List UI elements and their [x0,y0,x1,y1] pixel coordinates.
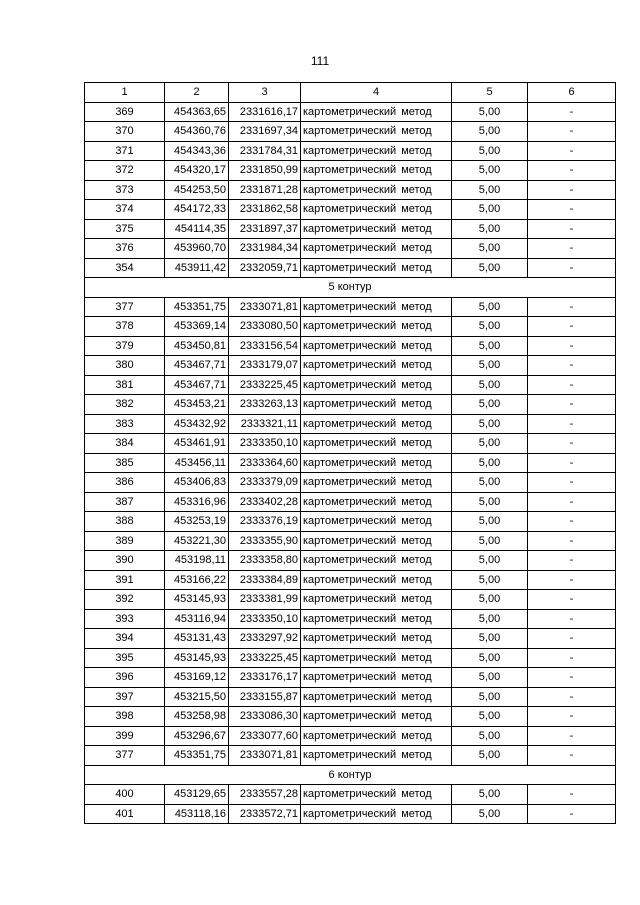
point-number-cell: 389 [85,531,165,551]
method-cell: картометрический метод [301,531,452,551]
x-coordinate-cell: 453118,16 [165,804,229,824]
coordinates-table [84,82,616,824]
accuracy-cell: 5,00 [452,317,528,337]
table-row [85,297,616,317]
point-number-cell: 384 [85,434,165,454]
x-coordinate-cell: 453316,96 [165,492,229,512]
accuracy-cell: 5,00 [452,122,528,142]
accuracy-cell: 5,00 [452,356,528,376]
point-number-cell: 376 [85,239,165,259]
accuracy-cell: 5,00 [452,746,528,766]
y-coordinate-cell: 2333225,45 [229,648,301,668]
accuracy-cell: 5,00 [452,239,528,259]
table-row [85,551,616,571]
y-coordinate-cell: 2333376,19 [229,512,301,532]
x-coordinate-cell: 453258,98 [165,707,229,727]
method-cell: картометрический метод [301,785,452,805]
note-cell: - [528,395,616,415]
y-coordinate-cell: 2333080,50 [229,317,301,337]
point-number-cell: 394 [85,629,165,649]
point-number-cell: 398 [85,707,165,727]
x-coordinate-cell: 453461,91 [165,434,229,454]
point-number-cell: 391 [85,570,165,590]
point-number-cell: 369 [85,102,165,122]
note-cell: - [528,804,616,824]
note-cell: - [528,180,616,200]
y-coordinate-cell: 2333321,11 [229,414,301,434]
method-cell: картометрический метод [301,668,452,688]
method-cell: картометрический метод [301,122,452,142]
table-row [85,785,616,805]
y-coordinate-cell: 2333379,09 [229,473,301,493]
table-row [85,161,616,181]
accuracy-cell: 5,00 [452,434,528,454]
method-cell: картометрический метод [301,239,452,259]
note-cell: - [528,648,616,668]
y-coordinate-cell: 2331784,31 [229,141,301,161]
note-cell: - [528,609,616,629]
method-cell: картометрический метод [301,336,452,356]
method-cell: картометрический метод [301,219,452,239]
table-body [85,102,616,824]
x-coordinate-cell: 453169,12 [165,668,229,688]
x-coordinate-cell: 453960,70 [165,239,229,259]
accuracy-cell: 5,00 [452,219,528,239]
point-number-cell: 377 [85,746,165,766]
point-number-cell: 401 [85,804,165,824]
method-cell: картометрический метод [301,570,452,590]
x-coordinate-cell: 453450,81 [165,336,229,356]
note-cell: - [528,570,616,590]
x-coordinate-cell: 454253,50 [165,180,229,200]
method-cell: картометрический метод [301,492,452,512]
table-row [85,512,616,532]
page-number: 111 [310,54,330,68]
table-row [85,531,616,551]
note-cell: - [528,102,616,122]
table-row [85,473,616,493]
x-coordinate-cell: 454114,35 [165,219,229,239]
y-coordinate-cell: 2331697,34 [229,122,301,142]
y-coordinate-cell: 2333071,81 [229,746,301,766]
x-coordinate-cell: 453166,22 [165,570,229,590]
point-number-cell: 380 [85,356,165,376]
method-cell: картометрический метод [301,707,452,727]
x-coordinate-cell: 453467,71 [165,356,229,376]
table-row [85,219,616,239]
y-coordinate-cell: 2333077,60 [229,726,301,746]
header-cell: 2 [165,83,229,103]
point-number-cell: 354 [85,258,165,278]
x-coordinate-cell: 454363,65 [165,102,229,122]
point-number-cell: 396 [85,668,165,688]
x-coordinate-cell: 454360,76 [165,122,229,142]
note-cell: - [528,746,616,766]
point-number-cell: 383 [85,414,165,434]
note-cell: - [528,200,616,220]
table-row [85,395,616,415]
x-coordinate-cell: 453198,11 [165,551,229,571]
point-number-cell: 382 [85,395,165,415]
header-cell: 4 [301,83,452,103]
y-coordinate-cell: 2333355,90 [229,531,301,551]
x-coordinate-cell: 454172,33 [165,200,229,220]
accuracy-cell: 5,00 [452,590,528,610]
table-row [85,609,616,629]
y-coordinate-cell: 2333263,13 [229,395,301,415]
x-coordinate-cell: 453145,93 [165,590,229,610]
accuracy-cell: 5,00 [452,512,528,532]
note-cell: - [528,414,616,434]
y-coordinate-cell: 2333557,28 [229,785,301,805]
header-cell: 3 [229,83,301,103]
accuracy-cell: 5,00 [452,707,528,727]
x-coordinate-cell: 453351,75 [165,746,229,766]
accuracy-cell: 5,00 [452,414,528,434]
x-coordinate-cell: 453129,65 [165,785,229,805]
note-cell: - [528,531,616,551]
y-coordinate-cell: 2333297,92 [229,629,301,649]
note-cell: - [528,668,616,688]
header-cell: 1 [85,83,165,103]
y-coordinate-cell: 2333358,80 [229,551,301,571]
y-coordinate-cell: 2333225,45 [229,375,301,395]
x-coordinate-cell: 453432,92 [165,414,229,434]
y-coordinate-cell: 2333176,17 [229,668,301,688]
note-cell: - [528,726,616,746]
point-number-cell: 378 [85,317,165,337]
accuracy-cell: 5,00 [452,375,528,395]
point-number-cell: 379 [85,336,165,356]
note-cell: - [528,141,616,161]
y-coordinate-cell: 2333086,30 [229,707,301,727]
note-cell: - [528,375,616,395]
table-row [85,629,616,649]
x-coordinate-cell: 454343,36 [165,141,229,161]
section-title-row [85,765,616,785]
method-cell: картометрический метод [301,395,452,415]
accuracy-cell: 5,00 [452,570,528,590]
point-number-cell: 375 [85,219,165,239]
point-number-cell: 381 [85,375,165,395]
table-row [85,570,616,590]
accuracy-cell: 5,00 [452,531,528,551]
note-cell: - [528,336,616,356]
table-row [85,746,616,766]
accuracy-cell: 5,00 [452,258,528,278]
accuracy-cell: 5,00 [452,200,528,220]
method-cell: картометрический метод [301,297,452,317]
point-number-cell: 392 [85,590,165,610]
x-coordinate-cell: 454320,17 [165,161,229,181]
method-cell: картометрический метод [301,687,452,707]
accuracy-cell: 5,00 [452,785,528,805]
accuracy-cell: 5,00 [452,648,528,668]
y-coordinate-cell: 2333156,54 [229,336,301,356]
x-coordinate-cell: 453456,11 [165,453,229,473]
method-cell: картометрический метод [301,804,452,824]
table-row [85,668,616,688]
table-row [85,726,616,746]
x-coordinate-cell: 453467,71 [165,375,229,395]
accuracy-cell: 5,00 [452,336,528,356]
method-cell: картометрический метод [301,512,452,532]
note-cell: - [528,317,616,337]
method-cell: картометрический метод [301,200,452,220]
accuracy-cell: 5,00 [452,180,528,200]
accuracy-cell: 5,00 [452,551,528,571]
header-cell: 6 [528,83,616,103]
method-cell: картометрический метод [301,141,452,161]
note-cell: - [528,551,616,571]
table-row [85,492,616,512]
accuracy-cell: 5,00 [452,473,528,493]
method-cell: картометрический метод [301,551,452,571]
y-coordinate-cell: 2331862,58 [229,200,301,220]
method-cell: картометрический метод [301,375,452,395]
note-cell: - [528,434,616,454]
y-coordinate-cell: 2332059,71 [229,258,301,278]
accuracy-cell: 5,00 [452,804,528,824]
header-row [85,83,616,103]
x-coordinate-cell: 453221,30 [165,531,229,551]
note-cell: - [528,629,616,649]
method-cell: картометрический метод [301,648,452,668]
accuracy-cell: 5,00 [452,102,528,122]
method-cell: картометрический метод [301,473,452,493]
method-cell: картометрический метод [301,609,452,629]
x-coordinate-cell: 453296,67 [165,726,229,746]
y-coordinate-cell: 2331616,17 [229,102,301,122]
note-cell: - [528,356,616,376]
y-coordinate-cell: 2333572,71 [229,804,301,824]
note-cell: - [528,590,616,610]
y-coordinate-cell: 2333350,10 [229,434,301,454]
x-coordinate-cell: 453351,75 [165,297,229,317]
point-number-cell: 386 [85,473,165,493]
accuracy-cell: 5,00 [452,161,528,181]
point-number-cell: 400 [85,785,165,805]
note-cell: - [528,492,616,512]
method-cell: картометрический метод [301,414,452,434]
method-cell: картометрический метод [301,317,452,337]
point-number-cell: 374 [85,200,165,220]
section-title: 6 контур [85,765,616,785]
point-number-cell: 371 [85,141,165,161]
method-cell: картометрический метод [301,453,452,473]
y-coordinate-cell: 2333384,89 [229,570,301,590]
point-number-cell: 377 [85,297,165,317]
y-coordinate-cell: 2331871,28 [229,180,301,200]
note-cell: - [528,707,616,727]
y-coordinate-cell: 2333071,81 [229,297,301,317]
y-coordinate-cell: 2333364,60 [229,453,301,473]
method-cell: картометрический метод [301,180,452,200]
note-cell: - [528,785,616,805]
section-title: 5 контур [85,278,616,298]
note-cell: - [528,297,616,317]
y-coordinate-cell: 2331850,99 [229,161,301,181]
y-coordinate-cell: 2331984,34 [229,239,301,259]
table-row [85,122,616,142]
table-row [85,258,616,278]
point-number-cell: 397 [85,687,165,707]
x-coordinate-cell: 453215,50 [165,687,229,707]
table-row [85,648,616,668]
point-number-cell: 399 [85,726,165,746]
table-row [85,200,616,220]
accuracy-cell: 5,00 [452,453,528,473]
table-row [85,414,616,434]
x-coordinate-cell: 453116,94 [165,609,229,629]
table-row [85,434,616,454]
table-row [85,687,616,707]
method-cell: картометрический метод [301,102,452,122]
method-cell: картометрический метод [301,258,452,278]
table-row [85,336,616,356]
point-number-cell: 372 [85,161,165,181]
point-number-cell: 385 [85,453,165,473]
note-cell: - [528,258,616,278]
point-number-cell: 390 [85,551,165,571]
method-cell: картометрический метод [301,161,452,181]
table-row [85,356,616,376]
x-coordinate-cell: 453911,42 [165,258,229,278]
x-coordinate-cell: 453406,83 [165,473,229,493]
table-row [85,453,616,473]
y-coordinate-cell: 2331897,37 [229,219,301,239]
note-cell: - [528,122,616,142]
method-cell: картометрический метод [301,746,452,766]
method-cell: картометрический метод [301,629,452,649]
note-cell: - [528,687,616,707]
table-row [85,590,616,610]
method-cell: картометрический метод [301,590,452,610]
method-cell: картометрический метод [301,434,452,454]
y-coordinate-cell: 2333381,99 [229,590,301,610]
table-row [85,707,616,727]
y-coordinate-cell: 2333179,07 [229,356,301,376]
y-coordinate-cell: 2333155,87 [229,687,301,707]
accuracy-cell: 5,00 [452,687,528,707]
point-number-cell: 373 [85,180,165,200]
y-coordinate-cell: 2333350,10 [229,609,301,629]
x-coordinate-cell: 453131,43 [165,629,229,649]
note-cell: - [528,219,616,239]
x-coordinate-cell: 453369,14 [165,317,229,337]
note-cell: - [528,239,616,259]
table-row [85,141,616,161]
x-coordinate-cell: 453253,19 [165,512,229,532]
section-title-row [85,278,616,298]
accuracy-cell: 5,00 [452,609,528,629]
table-row [85,102,616,122]
accuracy-cell: 5,00 [452,726,528,746]
note-cell: - [528,473,616,493]
table-row [85,239,616,259]
point-number-cell: 387 [85,492,165,512]
point-number-cell: 388 [85,512,165,532]
accuracy-cell: 5,00 [452,141,528,161]
point-number-cell: 395 [85,648,165,668]
table-row [85,804,616,824]
note-cell: - [528,512,616,532]
x-coordinate-cell: 453145,93 [165,648,229,668]
point-number-cell: 370 [85,122,165,142]
accuracy-cell: 5,00 [452,395,528,415]
accuracy-cell: 5,00 [452,629,528,649]
accuracy-cell: 5,00 [452,297,528,317]
method-cell: картометрический метод [301,356,452,376]
y-coordinate-cell: 2333402,28 [229,492,301,512]
note-cell: - [528,161,616,181]
point-number-cell: 393 [85,609,165,629]
table-row [85,180,616,200]
method-cell: картометрический метод [301,726,452,746]
note-cell: - [528,453,616,473]
table-row [85,375,616,395]
accuracy-cell: 5,00 [452,668,528,688]
table-row [85,317,616,337]
header-cell: 5 [452,83,528,103]
accuracy-cell: 5,00 [452,492,528,512]
x-coordinate-cell: 453453,21 [165,395,229,415]
